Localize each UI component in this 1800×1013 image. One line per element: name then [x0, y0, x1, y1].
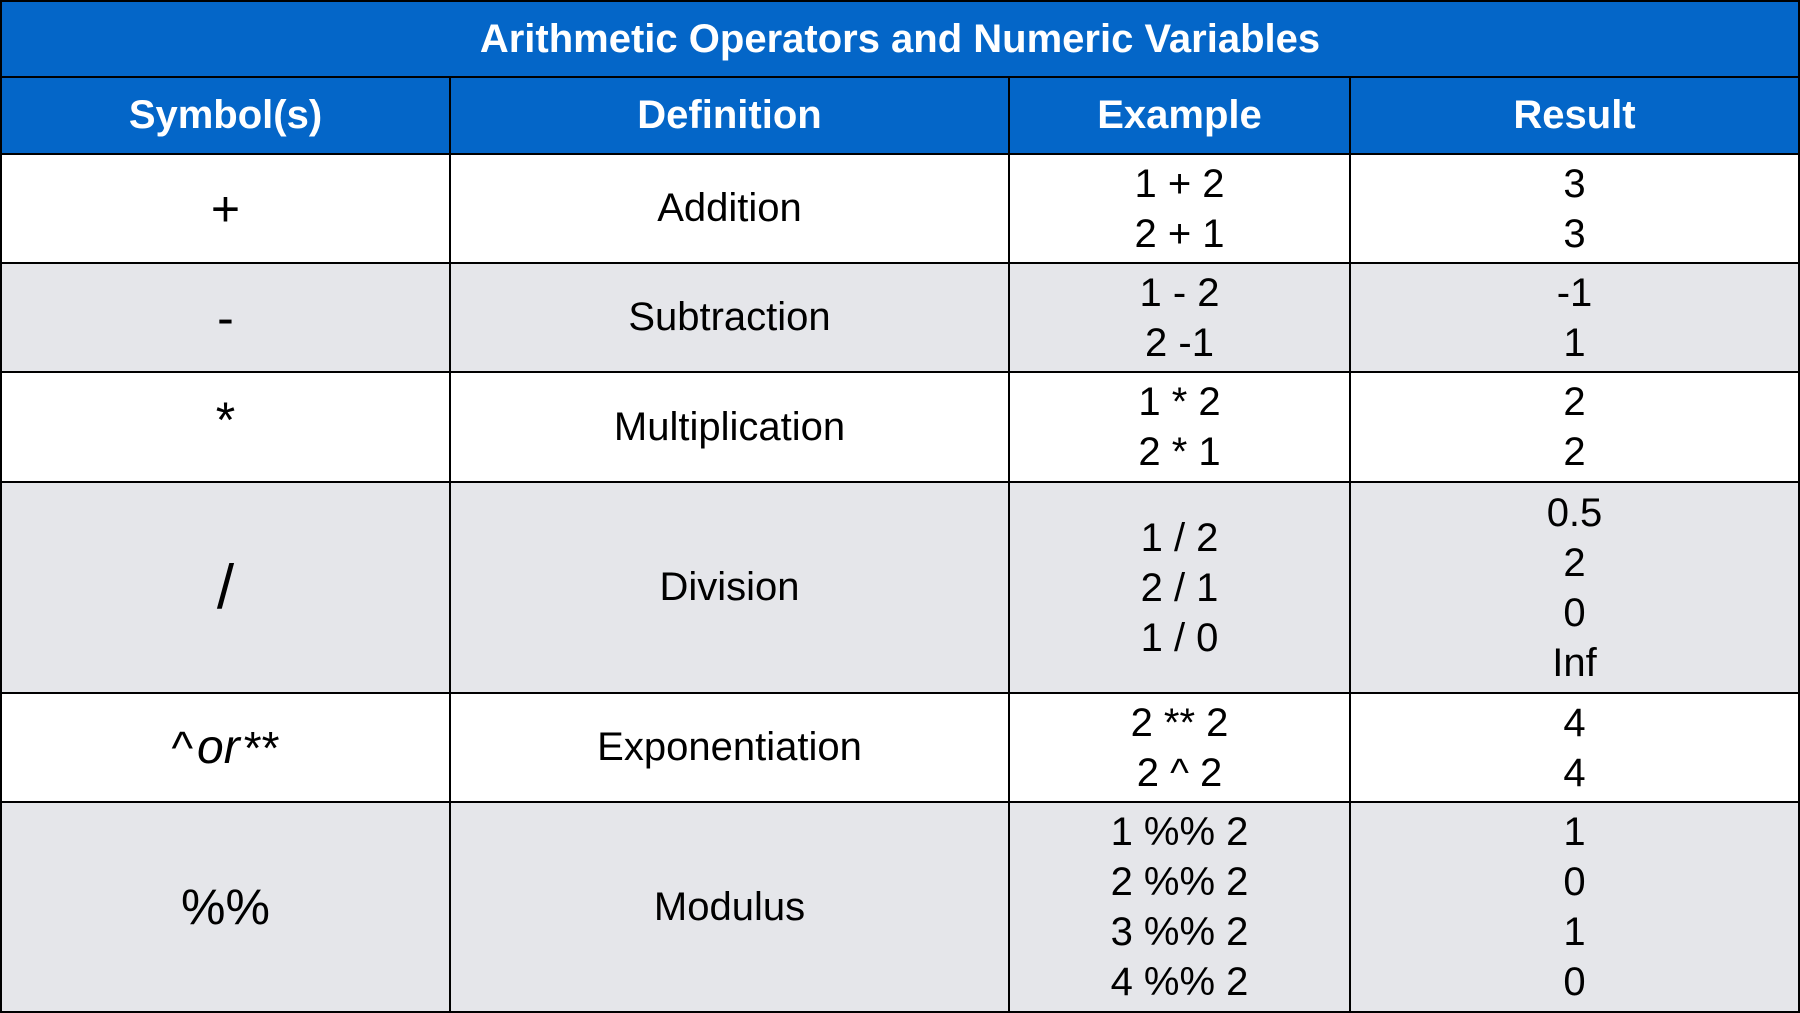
symbol-cell-division: /: [2, 483, 451, 694]
symbol-or: or: [197, 721, 240, 774]
example-line: 2 %% 2: [1110, 860, 1249, 904]
example-cell-exponentiation: [1010, 694, 1351, 803]
example-cell-addition: [1010, 155, 1351, 264]
example-line: 2 * 1: [1138, 430, 1221, 474]
header-result: Result: [1351, 78, 1798, 155]
result-line: 4: [1563, 700, 1586, 745]
symbol-cell-modulus: %%: [2, 803, 451, 1011]
definition-cell-exponentiation: Exponentiation: [451, 694, 1010, 803]
symbol-cell-addition: +: [2, 155, 451, 264]
example-line: 1 - 2: [1139, 270, 1220, 315]
example-line: 1 / 0: [1140, 615, 1219, 660]
result-line: 3: [1563, 211, 1586, 256]
example-line: 2 ** 2: [1130, 700, 1229, 745]
result-line: 0: [1563, 590, 1586, 635]
result-line: 4: [1563, 750, 1586, 795]
result-line: 2: [1563, 540, 1586, 585]
example-line: 2 + 1: [1134, 211, 1225, 256]
example-line: 4 %% 2: [1110, 960, 1249, 1004]
symbol-cell-exponentiation: [2, 694, 451, 803]
result-line: 3: [1563, 161, 1586, 206]
example-line: 2 -1: [1145, 320, 1214, 365]
definition-cell-addition: Addition: [451, 155, 1010, 264]
example-line: 1 / 2: [1140, 515, 1219, 560]
header-definition: Definition: [451, 78, 1010, 155]
symbol-double-star: **: [243, 721, 280, 774]
result-cell-modulus: [1351, 803, 1798, 1011]
result-line: 0.5: [1546, 490, 1603, 535]
result-cell-division: [1351, 483, 1798, 694]
example-cell-division: [1010, 483, 1351, 694]
example-cell-multiplication: [1010, 373, 1351, 483]
definition-cell-subtraction: Subtraction: [451, 264, 1010, 373]
example-line: 2 ^ 2: [1136, 750, 1223, 795]
definition-cell-multiplication: Multiplication: [451, 373, 1010, 483]
header-symbol: Symbol(s): [2, 78, 451, 155]
symbol-cell-subtraction: -: [2, 264, 451, 373]
result-cell-subtraction: [1351, 264, 1798, 373]
example-cell-subtraction: [1010, 264, 1351, 373]
definition-cell-division: Division: [451, 483, 1010, 694]
example-line: 1 * 2: [1138, 380, 1221, 424]
header-example: Example: [1010, 78, 1351, 155]
example-line: 2 / 1: [1140, 565, 1219, 610]
result-line: 2: [1563, 430, 1586, 474]
example-line: 3 %% 2: [1110, 910, 1249, 954]
result-cell-multiplication: [1351, 373, 1798, 483]
result-line: 1: [1563, 320, 1586, 365]
result-line: 2: [1563, 380, 1586, 424]
symbol-cell-multiplication: *: [2, 373, 451, 483]
definition-cell-modulus: Modulus: [451, 803, 1010, 1011]
result-line: 0: [1563, 860, 1586, 904]
result-line: 1: [1563, 910, 1586, 954]
result-line: 1: [1563, 810, 1586, 854]
example-line: 1 %% 2: [1110, 810, 1249, 854]
example-cell-modulus: [1010, 803, 1351, 1011]
result-line: 0: [1563, 960, 1586, 1004]
result-cell-addition: [1351, 155, 1798, 264]
result-line: Inf: [1552, 640, 1597, 685]
example-line: 1 + 2: [1134, 161, 1225, 206]
result-line: -1: [1556, 270, 1593, 315]
table-title: Arithmetic Operators and Numeric Variables: [2, 2, 1798, 78]
symbol-caret: ^: [171, 721, 194, 774]
result-cell-exponentiation: [1351, 694, 1798, 803]
